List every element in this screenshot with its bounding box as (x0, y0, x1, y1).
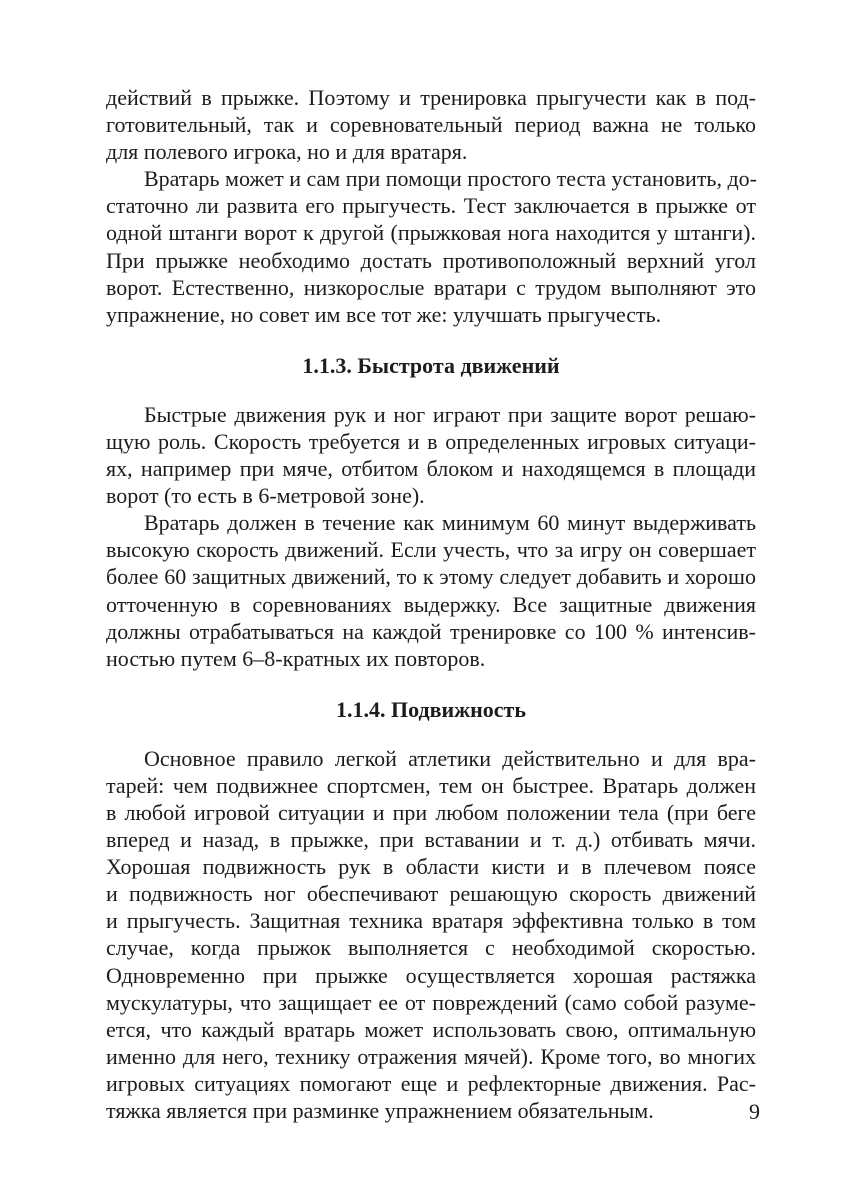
text-line: для полевого игрока, но и для вратаря. (106, 139, 468, 165)
text-line: Быстрые движения рук и ног играют при защите ворот решаю- (144, 401, 756, 427)
text-line: вперед и назад, в прыжке, при вставании и т. д.) отбивать мячи. (106, 827, 756, 853)
text-line: готовительный, так и соревновательный период важна не только (106, 112, 756, 138)
text-line: Хорошая подвижность рук в области кисти и в плечевом поясе (106, 854, 756, 880)
page-body (106, 84, 756, 1124)
section-heading-mobility: 1.1.4. Подвижность (336, 696, 526, 722)
text-line: ворот (то есть в 6-метровой зоне). (106, 483, 425, 509)
page-number: 9 (749, 1099, 760, 1124)
text-line: ях, например при мяче, отбитом блоком и находящемся в площади (106, 456, 756, 482)
text-line: действий в прыжке. Поэтому и тренировка прыгучести как в под- (106, 85, 756, 110)
text-line: отточенную в соревнованиях выдержку. Все защитные движения (106, 591, 756, 617)
text-line: одной штанги ворот к другой (прыжковая нога находится у штанги). (106, 220, 756, 246)
text-line: более 60 защитных движений, то к этому следует добавить и хорошо (106, 564, 756, 590)
text-line: При прыжке необходимо достать противоположный верхний угол (106, 247, 756, 273)
text-line: должны отрабатываться на каждой тренировке со 100 % интенсив- (106, 618, 756, 644)
text-line: ется, что каждый вратарь может использовать свою, оптимальную (106, 1016, 756, 1042)
text-line: игровых ситуациях помогают еще и рефлекторные движения. Рас- (106, 1070, 756, 1096)
paragraph-2 (106, 165, 756, 328)
text-line: высокую скорость движений. Если учесть, что за игру он совершает (106, 537, 756, 563)
text-line: щую роль. Скорость требуется и в определенных игровых ситуаци- (106, 428, 756, 454)
text-line: статочно ли развита его прыгучесть. Тест заключается в прыжке от (106, 193, 756, 219)
paragraph-1 (106, 84, 756, 165)
text-line: Вратарь может и сам при помощи простого теста установить, до- (144, 166, 757, 192)
text-line: тяжка является при разминке упражнением обязательным. (106, 1098, 654, 1123)
text-line: в любой игровой ситуации и при любом положении тела (при беге (106, 799, 756, 825)
paragraph-3 (106, 401, 756, 509)
section-heading-quickness: 1.1.3. Быстрота движений (302, 352, 560, 378)
text-line: и прыгучесть. Защитная техника вратаря эффективна только в том (106, 908, 756, 934)
text-line: Основное правило легкой атлетики действительно и для вра- (144, 745, 756, 771)
text-line: Вратарь должен в течение как минимум 60 минут выдерживать (144, 510, 756, 536)
text-line: мускулатуры, что защищает ее от повреждений (само собой разуме- (106, 989, 756, 1015)
text-line: именно для него, технику отражения мячей). Кроме того, во многих (106, 1043, 756, 1069)
text-line: и подвижность ног обеспечивают решающую скорость движений (106, 881, 756, 907)
text-line: упражнение, но совет им все тот же: улучшать прыгучесть. (106, 301, 662, 327)
paragraph-5 (106, 745, 756, 1124)
text-line: ворот. Естественно, низкорослые вратари с трудом выполняют это (106, 274, 756, 300)
paragraph-4 (106, 509, 756, 672)
text-line: тарей: чем подвижнее спортсмен, тем он быстрее. Вратарь должен (106, 772, 756, 798)
text-line: ностью путем 6–8-кратных их повторов. (106, 645, 486, 671)
text-line: Одновременно при прыжке осуществляется хорошая растяжка (106, 962, 756, 988)
text-line: случае, когда прыжок выполняется с необходимой скоростью. (106, 935, 756, 961)
